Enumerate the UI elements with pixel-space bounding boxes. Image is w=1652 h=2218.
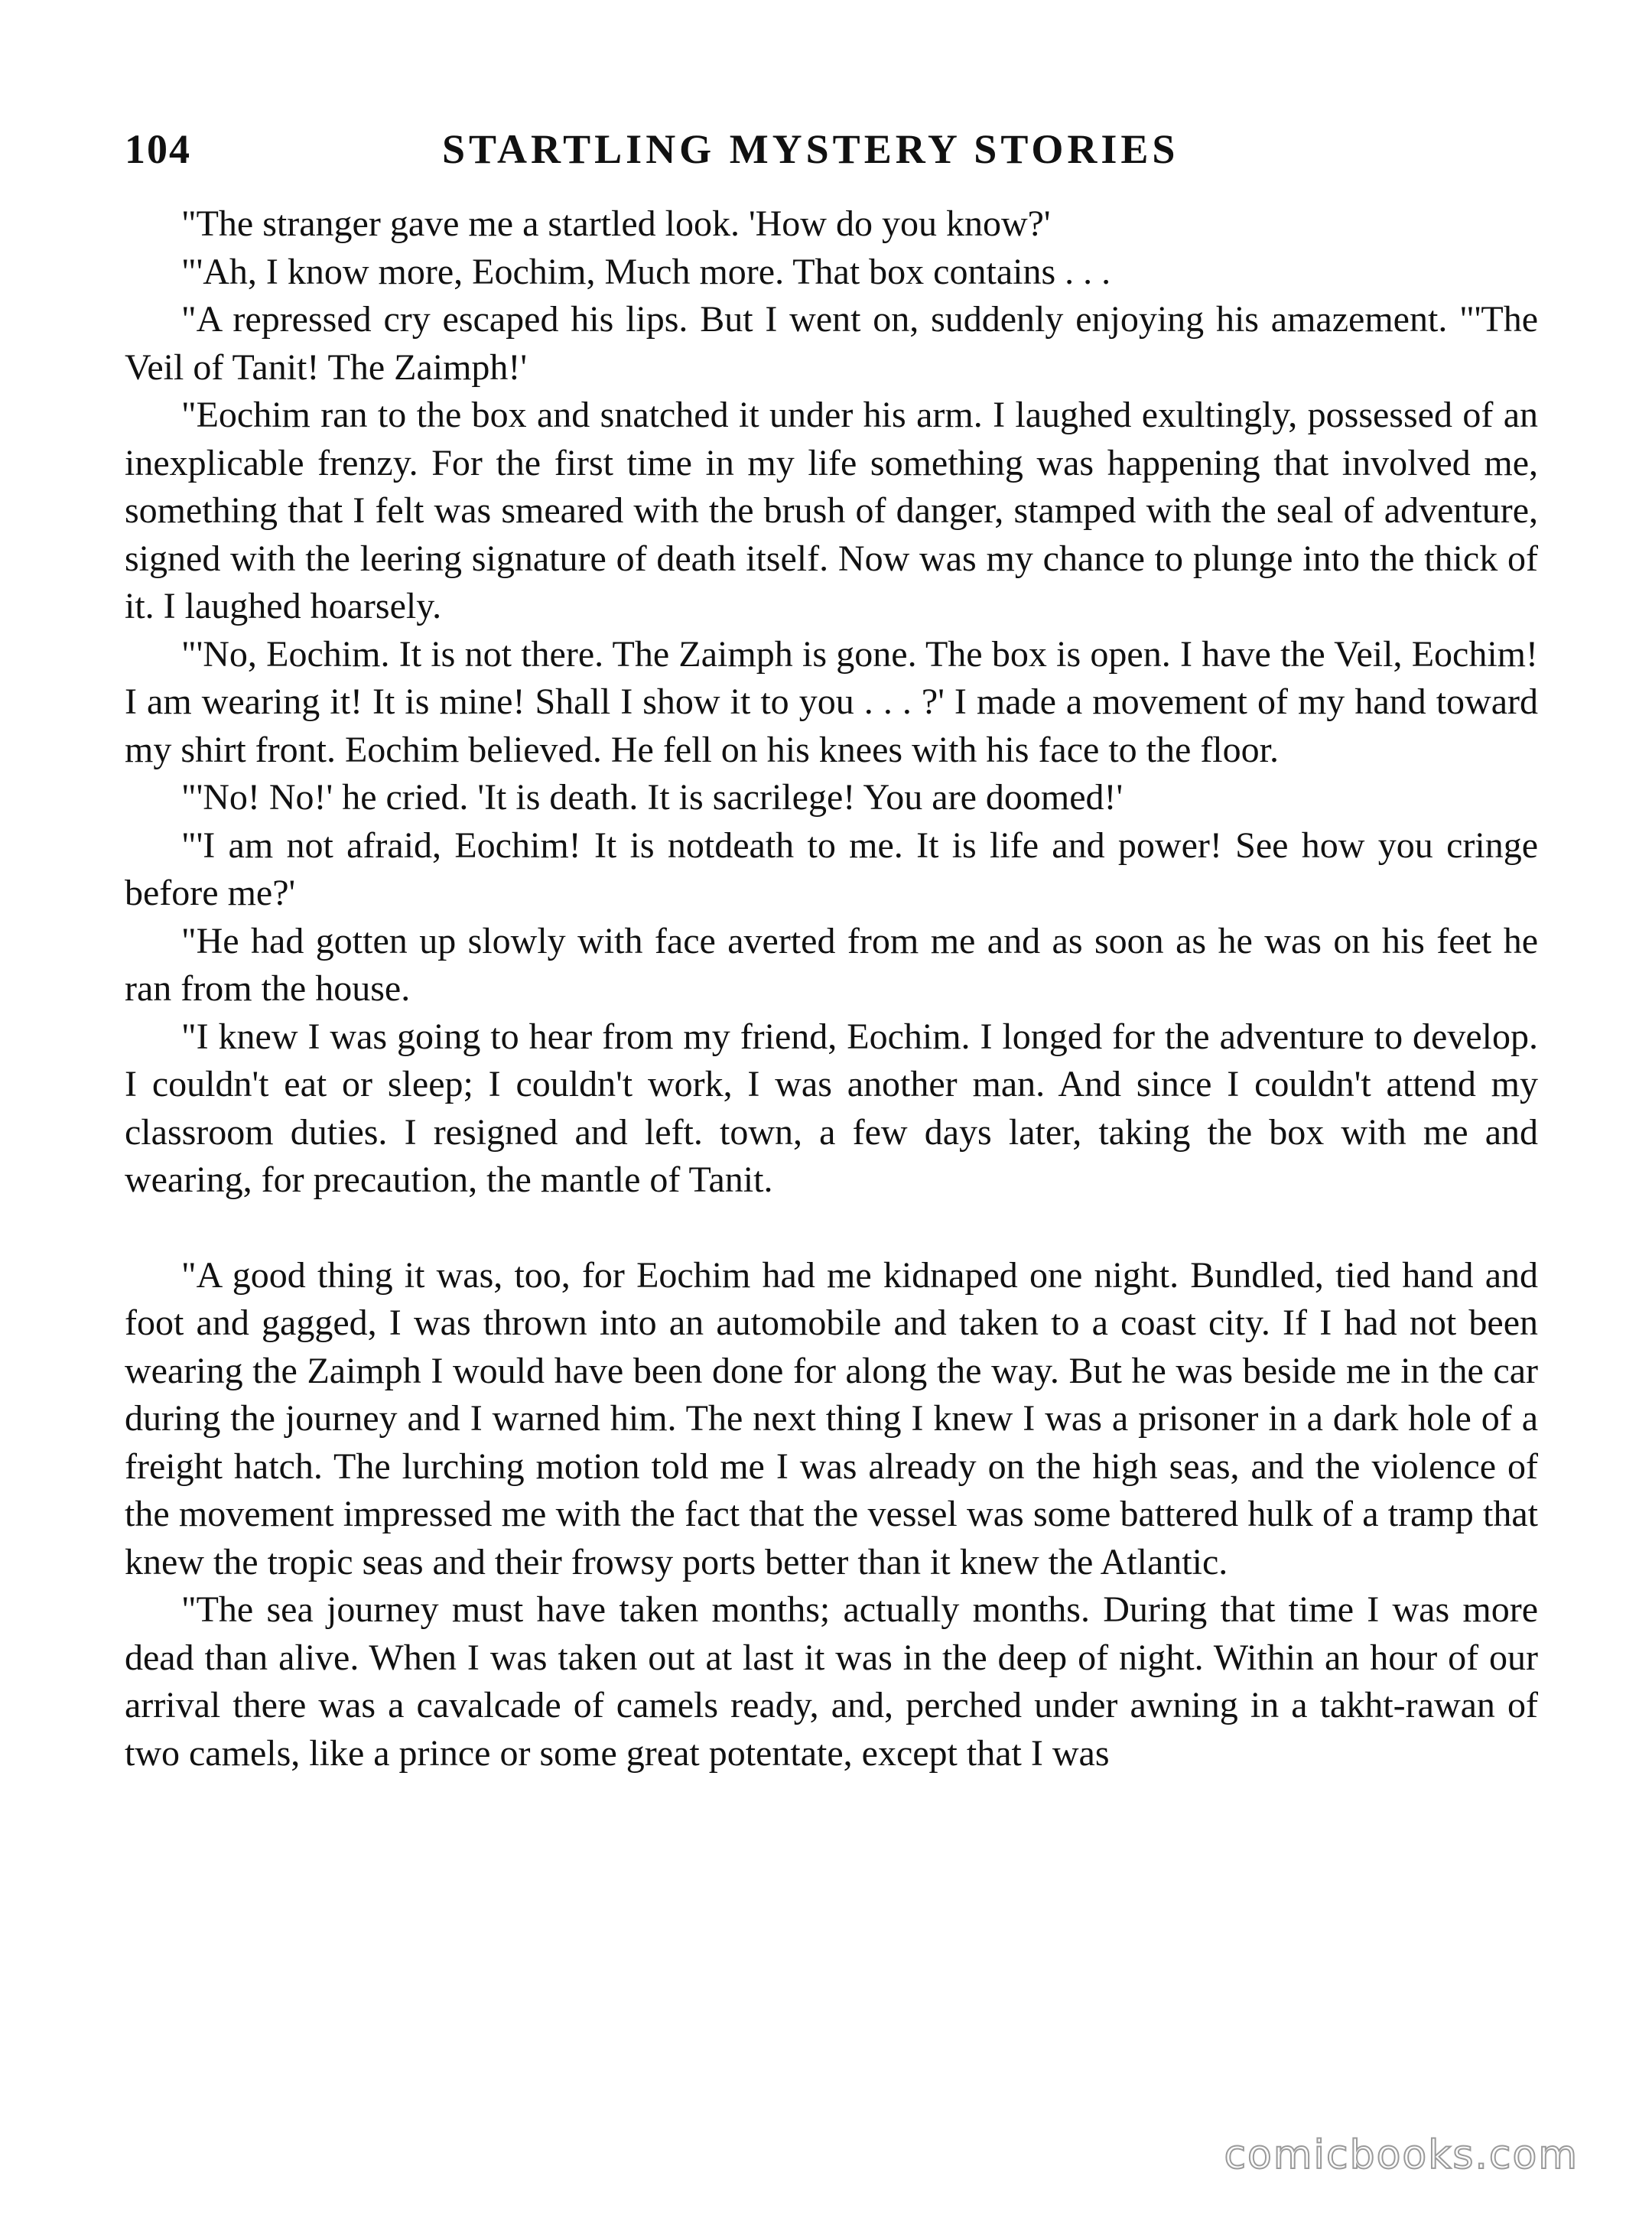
paragraph: "I knew I was going to hear from my friend, Eochim. I longed for the adventure to develop. I couldn't eat or sleep; I couldn't work, I was another man. And since I couldn't attend my classroom duties. I resigned and left. town, a few days later, taking the box with me and wearing, for precaution, the mantle of Tanit. — [125, 1016, 1538, 1200]
paragraph: "He had gotten up slowly with face averted from me and as soon as he was on his feet he ran from the house. — [125, 920, 1538, 1009]
running-title: STARTLING MYSTERY STORIES — [442, 126, 1179, 172]
page-header — [125, 122, 1538, 176]
section-break — [125, 1205, 1538, 1252]
paragraph: "Eochim ran to the box and snatched it under his arm. I laughed exultingly, possessed of an inexplicable frenzy. For the first time in my life something was happening that involved me, something that I felt was smeared with the brush of danger, stamped with the seal of adventure, signed with the leering signature of death itself. Now was my chance to plunge into the thick of it. I laughed hoarsely. — [125, 395, 1538, 626]
paragraph: "'Ah, I know more, Eochim, Much more. That box contains . . . — [181, 251, 1111, 292]
paragraph: "The stranger gave me a startled look. 'How do you know?' — [181, 203, 1051, 244]
paragraph: "'No, Eochim. It is not there. The Zaimph is gone. The box is open. I have the Veil, Eochim! I am wearing it! It is mine! Shall I show it to you . . . ?' I made a movement of my hand toward my shirt front. Eochim believed. He fell on his knees with his face to the floor. — [125, 633, 1538, 770]
paragraph: "A good thing it was, too, for Eochim had me kidnaped one night. Bundled, tied hand and foot and gagged, I was thrown into an automobile and taken to a coast city. If I had not been wearing the Zaimph I would have been done for along the way. But he was beside me in the car during the journey and I warned him. The next thing I knew I was a prisoner in a dark hole of a freight hatch. The lurching motion told me I was already on the high seas, and the violence of the movement impressed me with the fact that the vessel was some battered hulk of a tramp that knew the tropic seas and their frowsy ports better than it knew the Atlantic. — [125, 1254, 1538, 1582]
paragraph: "'I am not afraid, Eochim! It is notdeath to me. It is life and power! See how you cringe before me?' — [125, 824, 1538, 913]
page-number: 104 — [125, 126, 191, 172]
body-text — [125, 200, 1538, 1777]
paragraph: "'No! No!' he cried. 'It is death. It is sacrilege! You are doomed!' — [181, 777, 1124, 818]
watermark: comicbooks.com — [1224, 2132, 1579, 2178]
paragraph: "A repressed cry escaped his lips. But I went on, suddenly enjoying his amazement. "'The Veil of Tanit! The Zaimph!' — [125, 299, 1538, 388]
paragraph: "The sea journey must have taken months; actually months. During that time I was more dead than alive. When I was taken out at last it was in the deep of night. Within an hour of our arrival there was a cavalcade of camels ready, and, perched under awning in a takht-rawan of two camels, like a prince or some great potentate, except that I was — [125, 1589, 1538, 1774]
